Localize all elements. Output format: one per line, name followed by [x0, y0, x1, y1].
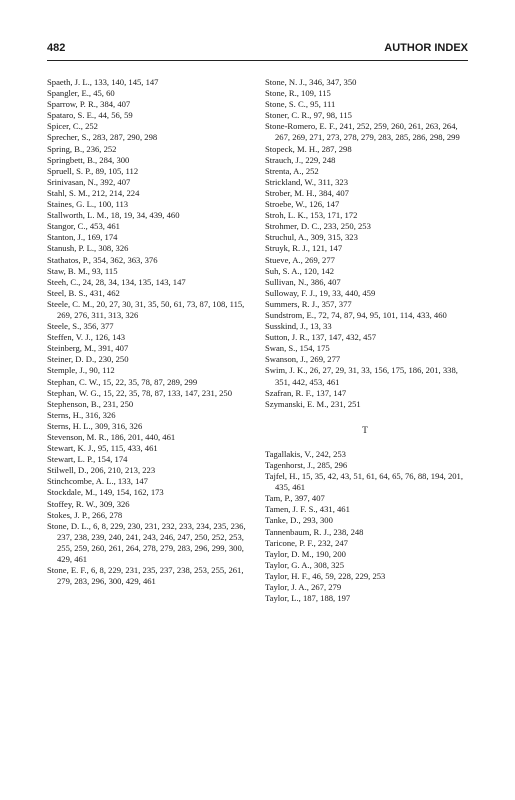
index-entry: Stone, D. L., 6, 8, 229, 230, 231, 232, 233, 234, 235, 236, 237, 238, 239, 240, 241, 243, 246, 247, 250, 252, 253, 255, 259, 260, 261, 264, 278, 279, 283, 296, 299, 300, 429, 461: [47, 520, 246, 565]
index-entry: Sterns, H. L., 309, 316, 326: [47, 420, 143, 431]
index-entry: Taylor, L., 187, 188, 197: [265, 593, 351, 604]
index-entry: Stewart, L. P., 154, 174: [47, 454, 128, 465]
index-entry: Taylor, J. A., 267, 279: [265, 582, 342, 593]
index-entry: Steffen, V. J., 126, 143: [47, 332, 126, 343]
index-entry: Tannenbaum, R. J., 238, 248: [265, 526, 364, 537]
index-entry: Strohmer, D. C., 233, 250, 253: [265, 221, 371, 232]
index-entry: Stone, R., 109, 115: [265, 88, 331, 99]
index-entry: Taylor, D. M., 190, 200: [265, 548, 346, 559]
index-entry: Steiner, D. D., 230, 250: [47, 354, 129, 365]
index-entry: Stopeck, M. H., 287, 298: [265, 143, 352, 154]
index-entry: Spangler, E., 45, 60: [47, 88, 115, 99]
index-entry: Stoffey, R. W., 309, 326: [47, 498, 130, 509]
index-entry: Sparrow, P. R., 384, 407: [47, 99, 131, 110]
index-entry: Taylor, H. F., 46, 59, 228, 229, 253: [265, 570, 386, 581]
index-entry: Stemple, J., 90, 112: [47, 365, 115, 376]
index-entry: Strauch, J., 229, 248: [265, 154, 336, 165]
index-entry: Tamen, J. F. S., 431, 461: [265, 504, 350, 515]
page-number: 482: [47, 42, 66, 54]
index-entry: Stilwell, D., 206, 210, 213, 223: [47, 465, 156, 476]
index-entry: Stockdale, M., 149, 154, 162, 173: [47, 487, 164, 498]
index-entry: Sullivan, N., 386, 407: [265, 276, 341, 287]
index-entry: Tam, P., 397, 407: [265, 493, 325, 504]
index-entry: Strober, M. H., 384, 407: [265, 187, 349, 198]
index-entry: Sterns, H., 316, 326: [47, 409, 116, 420]
index-entry: Stanton, J., 169, 174: [47, 232, 118, 243]
index-entry: Stevenson, M. R., 186, 201, 440, 461: [47, 432, 176, 442]
index-entry: Spring, B., 236, 252: [47, 143, 117, 154]
index-entry: Sutton, J. R., 137, 147, 432, 457: [265, 332, 377, 343]
index-entry: Spaeth, J. L., 133, 140, 145, 147: [47, 77, 159, 87]
index-entry: Steel, B. S., 431, 462: [47, 287, 120, 298]
running-head: AUTHOR INDEX: [384, 42, 468, 54]
index-entry: Stroebe, W., 126, 147: [265, 199, 340, 210]
index-entry: Szymanski, E. M., 231, 251: [265, 398, 361, 409]
index-entry: Staw, B. M., 93, 115: [47, 265, 118, 276]
index-entry: Stahl, S. M., 212, 214, 224: [47, 187, 140, 198]
index-entry: Sundstrom, E., 72, 74, 87, 94, 95, 101, 114, 433, 460: [265, 309, 447, 320]
index-entry: Steinberg, M., 391, 407: [47, 343, 129, 354]
index-entry: Strickland, W., 311, 323: [265, 176, 348, 187]
index-entry: Springbett, B., 284, 300: [47, 154, 130, 165]
index-entry: Stephan, C. W., 15, 22, 35, 78, 87, 289, 299: [47, 376, 198, 387]
index-entry: Szafran, R. F., 137, 147: [265, 387, 347, 398]
index-entry: Steele, C. M., 20, 27, 30, 31, 35, 50, 61, 73, 87, 108, 115, 269, 276, 311, 313, 326: [47, 298, 245, 320]
left-column: [47, 77, 247, 587]
index-entry: Strenta, A., 252: [265, 165, 319, 176]
index-entry: Stone, N. J., 346, 347, 350: [265, 77, 357, 87]
index-entry: Stephenson, B., 231, 250: [47, 398, 134, 409]
index-entry: Stinchcombe, A. L., 133, 147: [47, 476, 148, 487]
index-entry: Susskind, J., 13, 33: [265, 321, 332, 332]
index-entry: Struyk, R. J., 121, 147: [265, 243, 343, 254]
index-entry: Stanush, P. L., 308, 326: [47, 243, 129, 254]
index-entry: Sprecher, S., 283, 287, 290, 298: [47, 132, 158, 143]
index-entry: Stangor, C., 453, 461: [47, 221, 120, 232]
index-entry: Steele, S., 356, 377: [47, 321, 114, 332]
index-entry: Stone, E. F., 6, 8, 229, 231, 235, 237, 238, 253, 255, 261, 279, 283, 296, 300, 429, 461: [47, 565, 244, 587]
index-entry: Swim, J. K., 26, 27, 29, 31, 33, 156, 175, 186, 201, 338, 351, 442, 453, 461: [265, 365, 458, 387]
index-entry: Stephan, W. G., 15, 22, 35, 78, 87, 133, 147, 231, 250: [47, 387, 233, 398]
index-entry: Stroh, L. K., 153, 171, 172: [265, 210, 358, 221]
index-entry: Spicer, C., 252: [47, 121, 98, 132]
index-entry: Tagenhorst, J., 285, 296: [265, 460, 348, 470]
index-entry: Swan, S., 154, 175: [265, 343, 330, 354]
index-entry: Stueve, A., 269, 277: [265, 254, 335, 265]
index-entry: Stone-Romero, E. F., 241, 252, 259, 260, 261, 263, 264, 267, 269, 271, 273, 278, 279, 283, 285, 286, 298, 299: [265, 121, 460, 143]
index-entry: Steeh, C., 24, 28, 34, 134, 135, 143, 147: [47, 276, 186, 287]
index-entry: Suh, S. A., 120, 142: [265, 265, 335, 276]
index-entry: Staines, G. L., 100, 113: [47, 199, 129, 210]
index-entry: Swanson, J., 269, 277: [265, 354, 341, 365]
right-column: [265, 77, 465, 604]
index-entry: Tanke, D., 293, 300: [265, 515, 333, 526]
index-entry: Taricone, P. F., 232, 247: [265, 537, 348, 548]
index-entry: Tajfel, H., 15, 35, 42, 43, 51, 61, 64, 65, 76, 88, 194, 201, 435, 461: [265, 471, 463, 493]
index-entry: Stewart, K. J., 95, 115, 433, 461: [47, 443, 158, 454]
header-rule: [47, 60, 468, 61]
index-entry: Stathatos, P., 354, 362, 363, 376: [47, 254, 158, 265]
index-entry: Stallworth, L. M., 18, 19, 34, 439, 460: [47, 210, 180, 221]
page-header: [47, 42, 468, 58]
section-letter-t: T: [362, 425, 368, 436]
index-entry: Tagallakis, V., 242, 253: [265, 448, 346, 459]
index-entry: Spataro, S. E., 44, 56, 59: [47, 110, 133, 121]
index-entry: Taylor, G. A., 308, 325: [265, 559, 345, 570]
index-entry: Stokes, J. P., 266, 278: [47, 509, 123, 520]
index-entry: Spruell, S. P., 89, 105, 112: [47, 165, 139, 176]
index-entry: Srinivasan, N., 392, 407: [47, 176, 131, 187]
index-entry: Struchul, A., 309, 315, 323: [265, 232, 358, 243]
index-entry: Summers, R. J., 357, 377: [265, 298, 352, 309]
index-entry: Sulloway, F. J., 19, 33, 440, 459: [265, 287, 376, 298]
index-entry: Stone, S. C., 95, 111: [265, 99, 336, 110]
index-entry: Stoner, C. R., 97, 98, 115: [265, 110, 352, 121]
